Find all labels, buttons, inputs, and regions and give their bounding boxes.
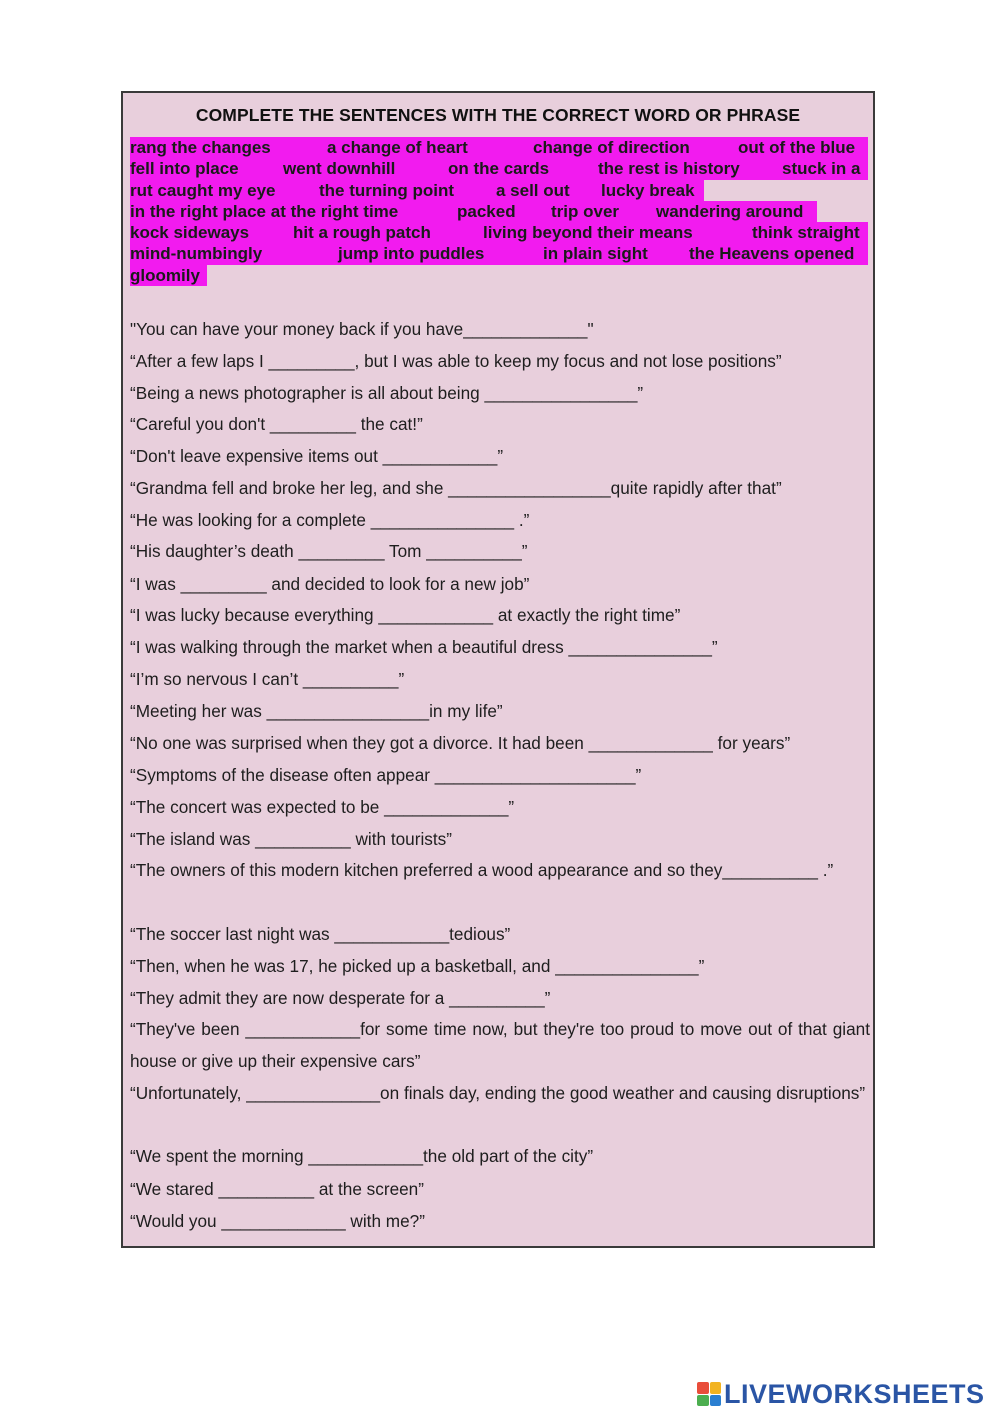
sentence: “The soccer last night was ____________tedious” — [130, 924, 511, 944]
worksheet-title: COMPLETE THE SENTENCES WITH THE CORRECT WORD OR PHRASE — [195, 105, 801, 125]
word-bank-item: hit a rough patch — [293, 223, 431, 243]
logo-text: LIVEWORKSHEETS — [724, 1378, 985, 1409]
logo-square — [697, 1382, 709, 1394]
word-bank-item: living beyond their means — [483, 223, 693, 243]
word-bank-item: a change of heart — [327, 138, 468, 157]
sentence: “Being a news photographer is all about being ________________” — [130, 383, 644, 403]
word-bank-item: went downhill — [283, 159, 396, 179]
word-bank — [130, 137, 868, 286]
word-bank-row — [130, 222, 868, 243]
word-bank-item: the turning point — [319, 180, 455, 200]
word-bank-row — [130, 158, 868, 179]
sentence: “Grandma fell and broke her leg, and she _________________quite rapidly after that” — [130, 478, 782, 498]
sentence: “They admit they are now desperate for a __________” — [130, 988, 551, 1008]
sentence: "You can have your money back if you have_____________" — [130, 319, 594, 339]
word-bank-row — [130, 265, 868, 286]
word-bank-item: the rest is history — [598, 159, 740, 179]
word-bank-item: rut caught my eye — [130, 180, 276, 200]
logo-square — [710, 1395, 722, 1407]
sentence: “He was looking for a complete _______________ .” — [130, 510, 530, 530]
sentence: “Symptoms of the disease often appear _____________________” — [130, 765, 642, 785]
sentence: “Would you _____________ with me?” — [130, 1211, 425, 1231]
word-bank-item: change of direction — [533, 138, 690, 157]
word-bank-item: rang the changes — [130, 138, 271, 157]
word-bank-item: packed — [457, 201, 516, 221]
word-bank-item: fell into place — [130, 159, 239, 179]
word-bank-item: think straight — [752, 223, 860, 243]
liveworksheets-logo — [697, 1378, 985, 1410]
word-bank-item: gloomily — [130, 265, 200, 285]
sentence: “We stared __________ at the screen” — [130, 1179, 424, 1199]
logo-square — [697, 1395, 709, 1407]
word-bank-item: kock sideways — [130, 223, 250, 243]
sentence: “Unfortunately, ______________on finals day, ending the good weather and causing disruptions” — [130, 1083, 866, 1103]
sentence: “I was _________ and decided to look for a new job” — [130, 574, 530, 594]
worksheet — [121, 91, 875, 1248]
word-bank-item: on the cards — [448, 159, 550, 179]
sentence: “The concert was expected to be _____________” — [130, 797, 515, 817]
liveworksheets-logo-icon — [697, 1382, 721, 1406]
sentence: “The owners of this modern kitchen preferred a wood appearance and so they__________ .” — [130, 860, 834, 880]
sentence: “No one was surprised when they got a divorce. It had been _____________ for years” — [130, 733, 791, 753]
word-bank-item: in plain sight — [543, 244, 648, 264]
word-bank-item: stuck in a — [782, 159, 861, 179]
word-bank-item: in the right place at the right time — [130, 201, 399, 221]
word-bank-item: wandering around — [656, 201, 804, 221]
word-bank-row — [130, 201, 868, 222]
word-bank-item: mind-numbingly — [130, 244, 263, 264]
word-bank-item: trip over — [551, 201, 620, 221]
word-bank-item: out of the blue — [738, 138, 856, 157]
sentence: “The island was __________ with tourists” — [130, 829, 452, 849]
word-bank-item: jump into puddles — [338, 244, 485, 264]
sentence: “After a few laps I _________, but I was able to keep my focus and not lose positions” — [130, 351, 782, 371]
word-bank-row — [130, 137, 868, 158]
sentence: “Then, when he was 17, he picked up a basketball, and _______________” — [130, 956, 705, 976]
word-bank-item: lucky break — [601, 180, 695, 200]
sentence: “Careful you don't _________ the cat!” — [130, 414, 423, 434]
sentence: “Don't leave expensive items out ____________” — [130, 446, 504, 466]
word-bank-item: the Heavens opened — [689, 244, 855, 264]
sentence: “They've been ____________for some time now, but they're too proud to move out of that giant house or give up their expensive cars” — [130, 1019, 870, 1071]
sentence: “His daughter’s death _________ Tom __________” — [130, 541, 528, 561]
sentence: “I was walking through the market when a beautiful dress _______________” — [130, 637, 718, 657]
sentence: “I was lucky because everything ____________ at exactly the right time” — [130, 605, 681, 625]
word-bank-item: a sell out — [496, 180, 570, 200]
word-bank-row — [130, 180, 868, 201]
sentence: “Meeting her was _________________in my life” — [130, 701, 503, 721]
sentence: “We spent the morning ____________the old part of the city” — [130, 1146, 594, 1166]
word-bank-row — [130, 243, 868, 264]
sentence: “I’m so nervous I can’t __________” — [130, 669, 405, 689]
logo-square — [710, 1382, 722, 1394]
